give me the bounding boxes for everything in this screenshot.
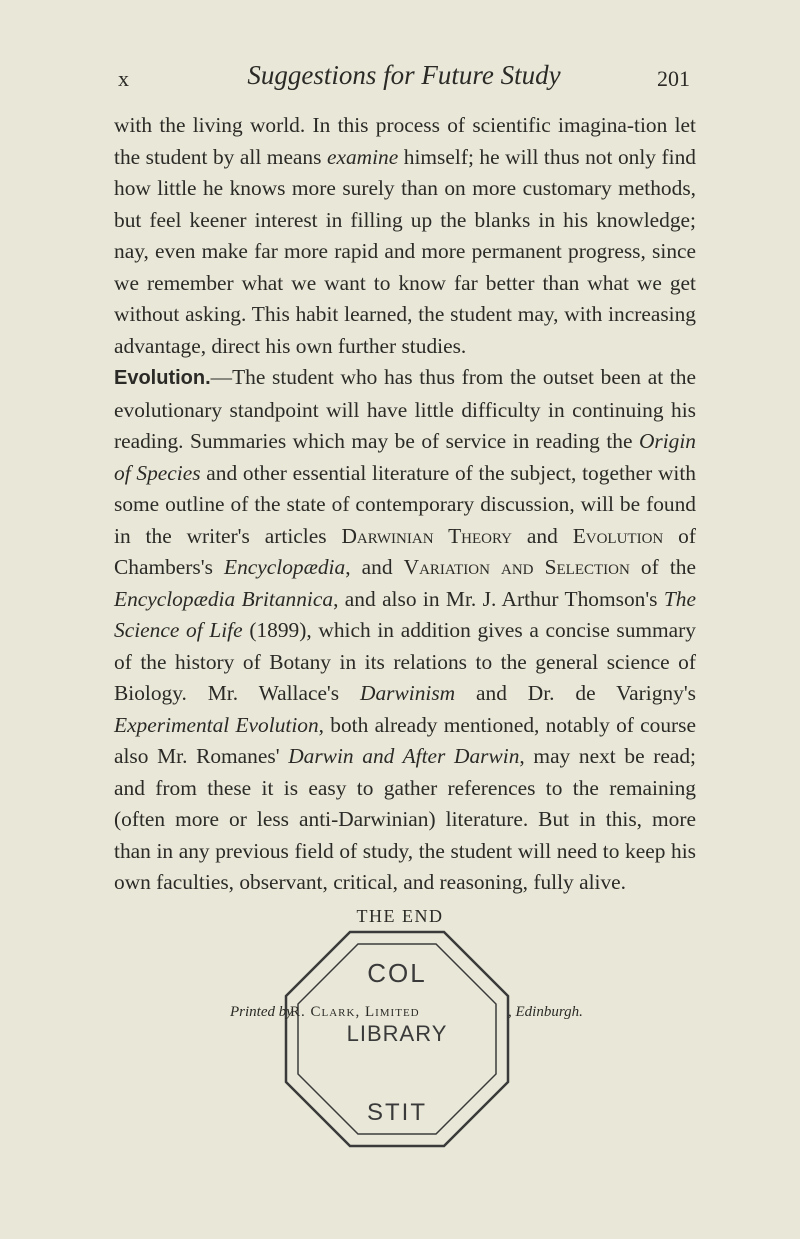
section-heading: Evolution. <box>114 367 211 389</box>
text-run-italic: Darwinism <box>360 681 456 705</box>
text-run-italic: Experimental Evolution <box>114 712 319 737</box>
text-run-smallcaps: Variation and Selection <box>403 555 630 579</box>
text-run: and Dr. de Varigny's <box>455 681 696 705</box>
imprint-city: , Edinburgh. <box>508 1004 583 1020</box>
running-title: Suggestions for Future Study <box>247 60 561 90</box>
text-run: himself; he will thus not only find how little he knows more surely than on more customary methods, but feel keener interest in filling up the blanks in his knowledge; nay, even make far more rapid and more permanent progress, since we remember what we want to know far better than what we get without asking. This habit learned, the student may, with increasing advantage, direct his own further studies. <box>114 144 696 358</box>
text-run-smallcaps: Darwinian Theory <box>341 523 512 548</box>
text-run: , both already mentioned, notably of course also Mr. Romanes' <box>114 712 696 768</box>
chapter-number: x <box>118 66 130 91</box>
text-run-italic: Origin of Species <box>114 429 696 485</box>
stamp-top-arc: COL <box>367 958 427 988</box>
text-run: , may next be read; and from these it is easy to gather references to the remaining (often more or less anti-Darwinian) literature. But in this, more than in any previous field of study, the student will need to keep his own faculties, observant, critical, and reasoning, fully alive. <box>114 744 696 894</box>
paragraph-2 <box>114 362 696 899</box>
text-run: with the living world. In this process of scientific imagina-tion let the student by all means <box>114 113 696 169</box>
text-run-italic: examine <box>326 144 399 169</box>
the-end-mark: THE END <box>356 906 444 926</box>
text-run: of the <box>629 555 696 579</box>
paragraph-1 <box>114 110 696 362</box>
text-run: of Chambers's <box>114 523 696 579</box>
text-run: and <box>511 523 573 548</box>
imprint-printed-by: Printed by <box>230 1004 293 1020</box>
text-run-italic: Darwin and After Darwin <box>288 744 520 768</box>
imprint-press: R. Clark, Limited <box>290 1004 420 1020</box>
running-head <box>118 60 690 100</box>
stamp-bottom-arc: STIT <box>367 1099 427 1126</box>
text-run-italic: Encyclopædia <box>224 555 346 579</box>
stamp-library-label: LIBRARY <box>346 1021 448 1046</box>
text-run: —The student who has thus from the outset been at the evolutionary standpoint will have little difficulty in continuing his reading. Summaries which may be of service in reading the <box>114 365 696 453</box>
printer-imprint <box>230 1004 730 1044</box>
text-run-italic: Encyclopædia Britannica <box>114 586 334 611</box>
page-number: 201 <box>657 66 690 91</box>
body-text <box>114 110 696 899</box>
text-run-italic: The Science of Life <box>114 586 696 642</box>
text-run: , and also in Mr. J. Arthur Thomson's <box>333 586 664 611</box>
text-run: and other essential literature of the subject, together with some outline of the state of contemporary discussion, will be found in the writer's articles <box>114 460 696 548</box>
text-run: , and <box>345 555 404 579</box>
text-run-smallcaps: Evolution <box>572 523 664 548</box>
text-run: (1899), which in addition gives a concise summary of the history of Botany in its relations to the general science of Biology. Mr. Wallace's <box>114 618 696 705</box>
